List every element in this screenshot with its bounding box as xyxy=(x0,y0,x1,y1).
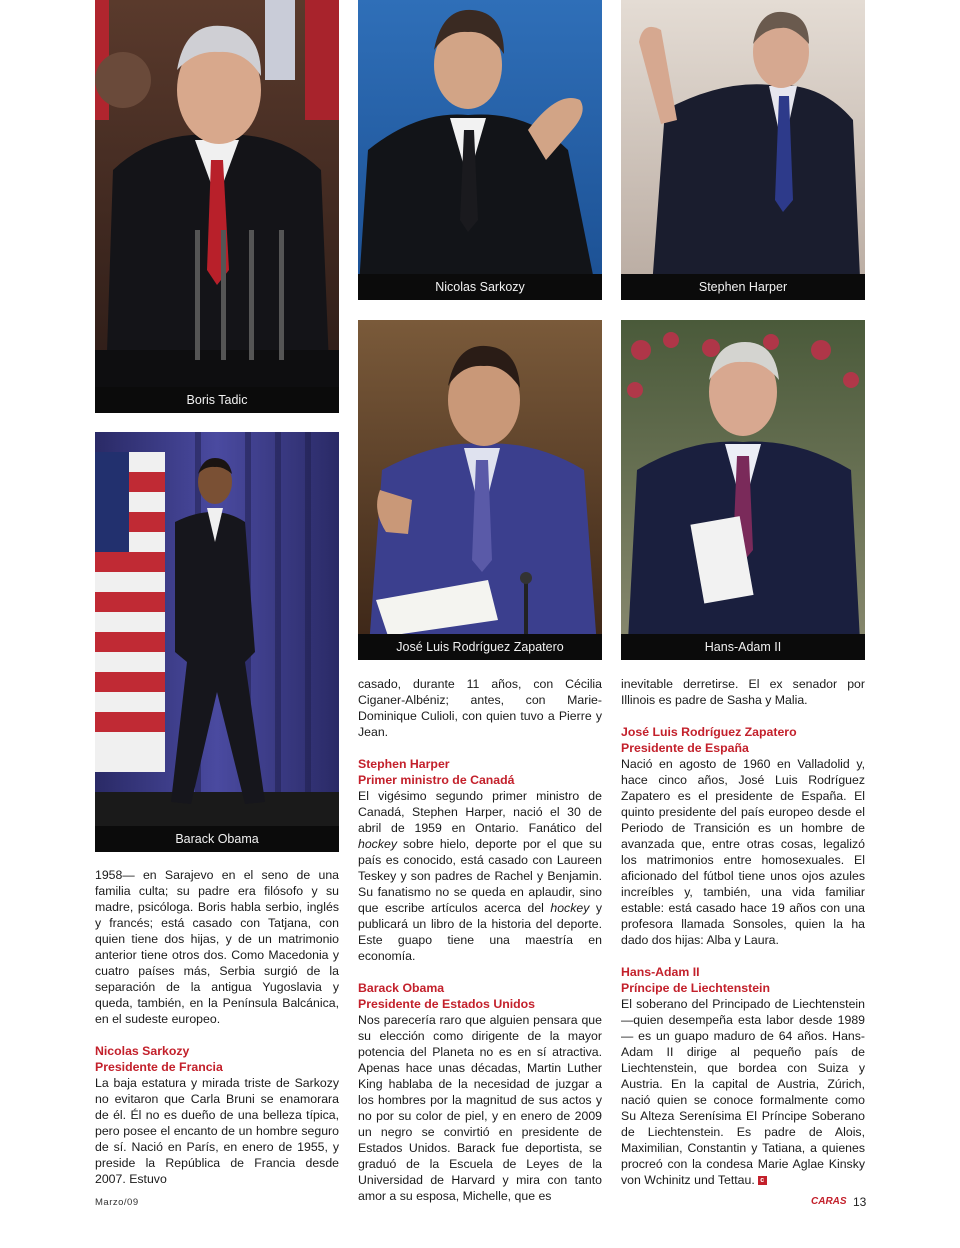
body-paragraph: casado, durante 11 años, con Cécilia Ciganer-Albéniz; antes, con Marie-Dominique Culioli, con quien tuvo a Pierre y Jean. xyxy=(358,677,602,739)
article-column-2 xyxy=(358,676,602,1204)
body-paragraph xyxy=(358,788,602,964)
body-text: El soberano del Principado de Liechtenstein —quien desempeña esta labor desde 1989— es un guapo maduro de 64 años. Hans-Adam II dirige al pequeño país de Liechtenstein, que bordea con Suiza y Austria. En la capital de Austria, Zúrich, nació quien se conoce formalmente como Su Alteza Serenísima El Príncipe Soberano de Liechtenstein. Es padre de Alois, Maximilian, Constantin y Tatiana, a quienes procreó con la condesa Marie Aglae Kinsky von Wchinitz und Tettau. xyxy=(621,997,865,1187)
body-paragraph: Nos parecería raro que alguien pensara que su elección como dirigente de la mayor potencia del Planeta no es en sí atractiva. Apenas hace unas décadas, Martin Luther King hablaba de la necesidad de juzgar a los hombres por la magnitud de sus actos y no por su color de piel, y en enero de 2009 un negro se convirtió en presidente de Estados Unidos. Barack fue deportista, se graduó de la Escuela de Leyes de la Universidad de Harvard y mira con tanto amor a su esposa, Michelle, que es xyxy=(358,1013,602,1203)
section-heading-zapatero: José Luis Rodríguez Zapatero xyxy=(621,725,797,739)
photo-caption: Nicolas Sarkozy xyxy=(358,274,602,300)
section-heading-sarkozy: Nicolas Sarkozy xyxy=(95,1044,190,1058)
body-text: El vigésimo segundo primer ministro de Canadá, Stephen Harper, nació el 30 de abril de 1959 en Ontario. Fanático del xyxy=(358,789,602,835)
article-column-3 xyxy=(621,676,865,1188)
photo-barack-obama xyxy=(95,432,339,852)
section-heading-hans-adam: Hans-Adam II xyxy=(621,965,700,979)
section-heading-obama: Barack Obama xyxy=(358,981,445,995)
body-text: y publicará un libro de la historia del deporte. Este guapo tiene una maestría en economía. xyxy=(358,901,602,963)
portrait-illustration xyxy=(621,0,865,300)
page-number: 13 xyxy=(853,1195,867,1209)
emphasis-text: hockey xyxy=(550,901,590,915)
end-mark-icon: c xyxy=(758,1176,767,1185)
body-paragraph: La baja estatura y mirada triste de Sarkozy no evitaron que Carla Bruni se enamorara de él. Él no es dueño de una belleza típica, pero posee el encanto de un hombre seguro de sí. Nació en París, en enero de 1955, y preside la República de Francia desde 2007. Estuvo xyxy=(95,1076,339,1186)
photo-caption: Stephen Harper xyxy=(621,274,865,300)
photo-jose-luis-rodriguez-zapatero xyxy=(358,320,602,660)
portrait-illustration xyxy=(358,0,602,300)
magazine-logo: CARAS xyxy=(811,1196,847,1207)
portrait-illustration xyxy=(95,432,339,852)
body-text: sobre hielo, deporte por el que su país es conocido, está casado con Laureen Teskey y son padres de Rachel y Benjamin. Su fanatismo no se queda en aplaudir, sino que escribe artículos acerca del xyxy=(358,837,602,915)
emphasis-text: hockey xyxy=(358,837,397,851)
section-heading-harper: Stephen Harper xyxy=(358,757,450,771)
section-subheading-hans-adam: Príncipe de Liechtenstein xyxy=(621,981,770,995)
body-paragraph: 1958— en Sarajevo en el seno de una familia culta; su padre era filósofo y su madre, psicóloga. Boris habla serbio, inglés y francés; está casado con Tatjana, con quien tiene dos hijas, y de un matrimonio anterior tiene otros dos. Como Macedonia y cuatro países más, Serbia surgió de la separación de la antigua Yugoslavia y queda, también, en la Península Balcánica, en el sudeste europeo. xyxy=(95,868,339,1026)
body-paragraph: inevitable derretirse. El ex senador por Illinois es padre de Sasha y Malia. xyxy=(621,677,865,707)
photo-hans-adam-ii xyxy=(621,320,865,660)
portrait-illustration xyxy=(95,0,339,413)
body-paragraph: Nació en agosto de 1960 en Valladolid y, hace cinco años, José Luis Rodríguez Zapatero es el presidente de España. El quinto presidente del país europeo desde el Periodo de Transición es un hombre de avanzada que, entre otras cosas, legalizó los matrimonios entre homosexuales. El aficionado del fútbol tiene unos ojos azules increíbles y, también, una vida familiar estable: está casado hace 19 años con una profesora llamada Sonsoles, quien la ha dado dos hijas: Alba y Laura. xyxy=(621,757,865,947)
article-column-1 xyxy=(95,867,339,1187)
photo-boris-tadic xyxy=(95,0,339,413)
photo-caption: Boris Tadic xyxy=(95,387,339,413)
body-paragraph xyxy=(621,996,865,1188)
section-subheading-obama: Presidente de Estados Unidos xyxy=(358,997,535,1011)
photo-caption: José Luis Rodríguez Zapatero xyxy=(358,634,602,660)
section-subheading-harper: Primer ministro de Canadá xyxy=(358,773,515,787)
photo-nicolas-sarkozy xyxy=(358,0,602,300)
portrait-illustration xyxy=(621,320,865,660)
photo-caption: Hans-Adam II xyxy=(621,634,865,660)
photo-caption: Barack Obama xyxy=(95,826,339,852)
section-subheading-sarkozy: Presidente de Francia xyxy=(95,1060,223,1074)
issue-date: Marzo/09 xyxy=(95,1197,139,1208)
section-subheading-zapatero: Presidente de España xyxy=(621,741,749,755)
photo-stephen-harper xyxy=(621,0,865,300)
portrait-illustration xyxy=(358,320,602,660)
